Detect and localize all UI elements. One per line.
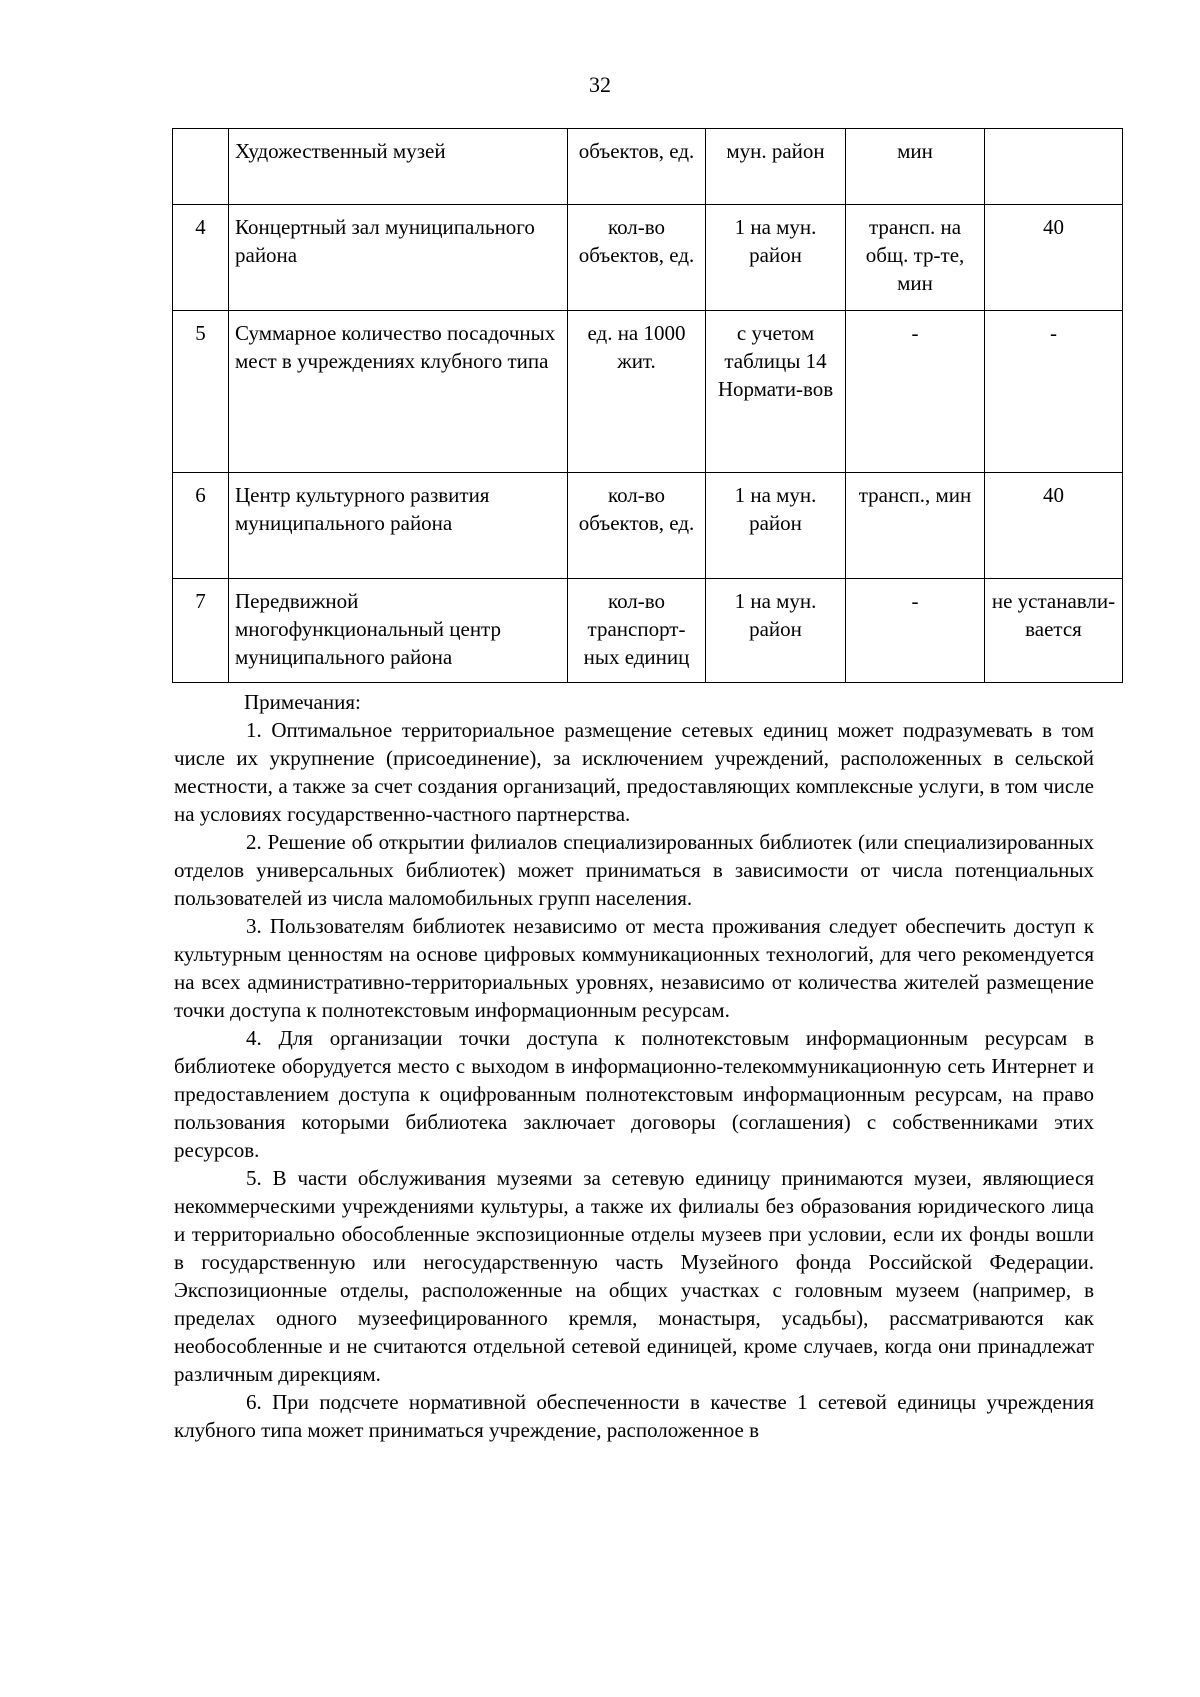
note-item: 2. Решение об открытии филиалов специализированных библиотек (или специализированных отделов универсальных библиотек) может приниматься в зависимости от числа потенциальных пользователей из числа маломобильных групп населения.: [174, 830, 1094, 910]
indicator-cell: мин: [846, 129, 985, 205]
norms-table: [172, 128, 1123, 683]
limit-cell: -: [985, 311, 1123, 473]
limit-cell: не устанавли-вается: [985, 579, 1123, 683]
table-row: [173, 205, 1123, 311]
indicator-cell: трансп., мин: [846, 473, 985, 579]
value-cell: 1 на мун. район: [706, 473, 846, 579]
row-number: 7: [173, 579, 229, 683]
page-number: 32: [589, 72, 611, 97]
value-cell: 1 на мун. район: [706, 579, 846, 683]
unit-cell: ед. на 1000 жит.: [568, 311, 706, 473]
unit-cell: кол-во объектов, ед.: [568, 473, 706, 579]
value-cell: с учетом таблицы 14 Нормати-вов: [706, 311, 846, 473]
object-name: Суммарное количество посадочных мест в учреждениях клубного типа: [229, 311, 568, 473]
object-name: Художественный музей: [229, 129, 568, 205]
value-cell: 1 на мун. район: [706, 205, 846, 311]
unit-cell: кол-во объектов, ед.: [568, 205, 706, 311]
note-item: 1. Оптимальное территориальное размещение сетевых единиц может подразумевать в том числе их укрупнение (присоединение), за исключением учреждений, расположенных в сельской местности, а также за счет создания организаций, предоставляющих комплексные услуги, в том числе на условиях государственно-частного партнерства.: [174, 718, 1094, 826]
limit-cell: 40: [985, 473, 1123, 579]
object-name: Концертный зал муниципального района: [229, 205, 568, 311]
note-item: 6. При подсчете нормативной обеспеченности в качестве 1 сетевой единицы учреждения клубного типа может приниматься учреждение, расположенное в: [174, 1390, 1094, 1442]
limit-cell: [985, 129, 1123, 205]
table-row: [173, 129, 1123, 205]
limit-cell: 40: [985, 205, 1123, 311]
note-item: 5. В части обслуживания музеями за сетевую единицу принимаются музеи, являющиеся некоммерческими учреждениями культуры, а также их филиалы без образования юридического лица и территориально обособленные экспозиционные отделы музеев при условии, если их фонды вошли в государственную или негосударственную часть Музейного фонда Российской Федерации. Экспозиционные отделы, расположенные на общих участках с головным музеем (например, в пределах одного музеефицированного кремля, монастыря, усадьбы), рассматриваются как необособленные и не считаются отдельной сетевой единицей, кроме случаев, когда они принадлежат различным дирекциям.: [174, 1166, 1094, 1386]
row-number: 5: [173, 311, 229, 473]
indicator-cell: -: [846, 311, 985, 473]
table-row: [173, 579, 1123, 683]
object-name: Центр культурного развития муниципального района: [229, 473, 568, 579]
note-item: 4. Для организации точки доступа к полнотекстовым информационным ресурсам в библиотеке оборудуется место с выходом в информационно-телекоммуникационную сеть Интернет и предоставлением доступа к оцифрованным полнотекстовым информационным ресурсам, на право пользования которыми библиотека заключает договоры (соглашения) с собственниками этих ресурсов.: [174, 1026, 1094, 1162]
value-cell: мун. район: [706, 129, 846, 205]
row-number: [173, 129, 229, 205]
table-row: [173, 311, 1123, 473]
notes-section: [174, 688, 1094, 1444]
object-name: Передвижной многофункциональный центр муниципального района: [229, 579, 568, 683]
unit-cell: объектов, ед.: [568, 129, 706, 205]
row-number: 4: [173, 205, 229, 311]
note-item: 3. Пользователям библиотек независимо от места проживания следует обеспечить доступ к культурным ценностям на основе цифровых коммуникационных технологий, для чего рекомендуется на всех административно-территориальных уровнях, независимо от количества жителей размещение точки доступа к полнотекстовым информационным ресурсам.: [174, 914, 1094, 1022]
row-number: 6: [173, 473, 229, 579]
indicator-cell: трансп. на общ. тр-те, мин: [846, 205, 985, 311]
notes-title: Примечания:: [244, 690, 361, 714]
table-row: [173, 473, 1123, 579]
indicator-cell: -: [846, 579, 985, 683]
unit-cell: кол-во транспорт-ных единиц: [568, 579, 706, 683]
